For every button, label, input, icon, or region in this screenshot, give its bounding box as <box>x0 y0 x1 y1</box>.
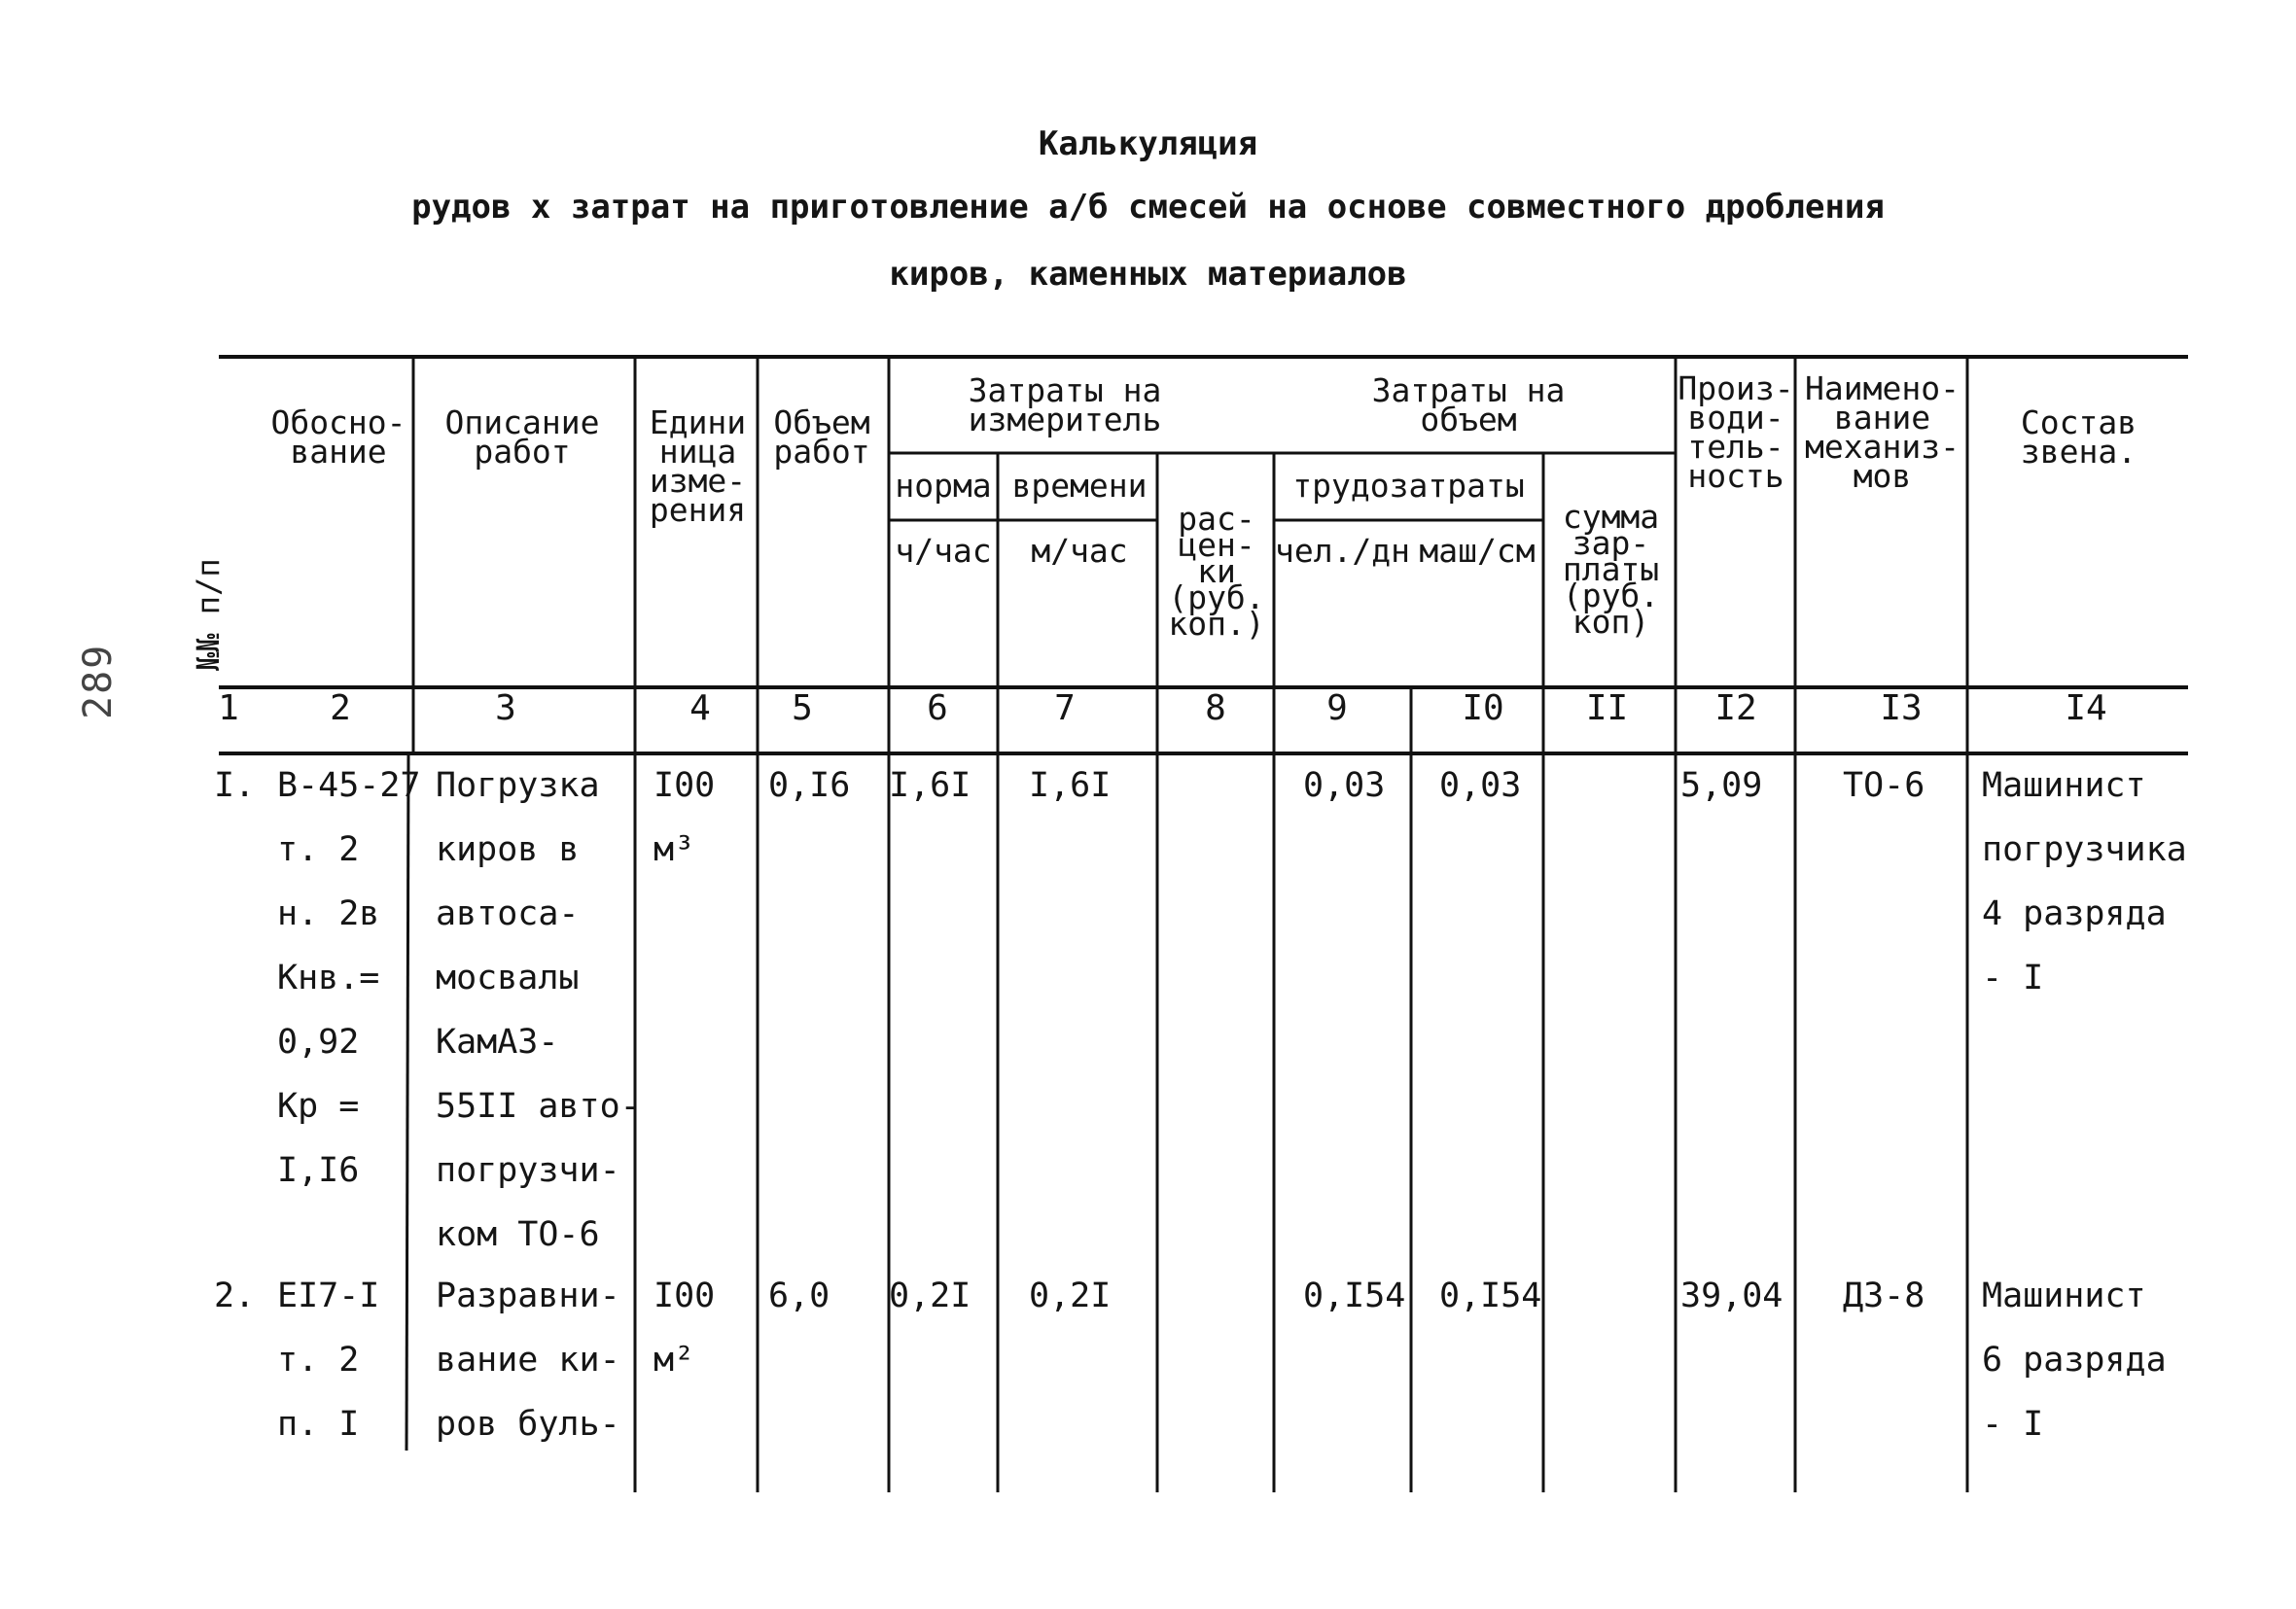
column-number: 9 <box>1326 688 1348 728</box>
header-labor: трудозатраты <box>1292 467 1525 505</box>
row-basis: ЕI7-I т. 2 п. I <box>277 1277 380 1444</box>
row-number: 2. <box>214 1277 256 1315</box>
header-productivity: Произ- води- тель- ность <box>1678 369 1794 495</box>
column-number: 2 <box>330 688 351 728</box>
row-productivity: 5,09 <box>1680 766 1763 805</box>
header-unit: Едини ница изме- рения <box>649 403 747 529</box>
header-rates: рас- цен- ки (руб. коп.) <box>1168 500 1265 643</box>
header-volume: Объем работ <box>773 403 870 471</box>
column-number: 5 <box>792 688 813 728</box>
header-person-hours: ч/час <box>895 532 992 570</box>
header-machine-shifts: маш/см <box>1419 532 1536 570</box>
document-subtitle: рудов х затрат на приготовление а/б смесей на основе совместного дробления <box>411 188 1885 227</box>
page-side-number: 289 <box>76 643 121 719</box>
column-number: I3 <box>1880 688 1923 728</box>
row-machine-hours: I,6I <box>1029 766 1112 805</box>
row-crew: Машинист 6 разряда - I <box>1982 1277 2167 1444</box>
row-person-hours: I,6I <box>889 766 971 805</box>
row-machine-shifts: 0,03 <box>1439 766 1522 805</box>
header-description: Описание работ <box>444 403 600 471</box>
header-machine-hours: м/час <box>1031 532 1128 570</box>
column-number: 3 <box>495 688 516 728</box>
column-number: I4 <box>2065 688 2107 728</box>
row-description: Разравни- вание ки- ров буль- <box>436 1277 620 1444</box>
column-number: I0 <box>1462 688 1504 728</box>
header-row-number: №№ п/п <box>190 558 227 671</box>
column-number: 1 <box>218 688 239 728</box>
row-mechanism: ДЗ-8 <box>1843 1277 1925 1315</box>
header-time: времени <box>1011 467 1148 505</box>
header-person-days: чел./дн <box>1274 532 1411 570</box>
header-costs-per-volume: Затраты на объем <box>1371 371 1566 438</box>
header-norm: норма <box>895 467 992 505</box>
column-number: II <box>1585 688 1629 728</box>
row-basis: В-45-27 т. 2 н. 2в Кнв.= 0,92 Кр = I,I6 <box>277 766 421 1190</box>
row-description: Погрузка киров в автоса- мосвалы КамАЗ- 55II авто- погрузчи- ком ТО-6 <box>436 766 641 1254</box>
header-mechanisms: Наимено- вание механиз- мов <box>1805 369 1960 495</box>
row-volume: 6,0 <box>768 1277 830 1315</box>
column-number: 7 <box>1054 688 1076 728</box>
row-productivity: 39,04 <box>1680 1277 1784 1315</box>
column-number: I2 <box>1714 688 1757 728</box>
row-machine-hours: 0,2I <box>1029 1277 1112 1315</box>
row-machine-shifts: 0,I54 <box>1439 1277 1542 1315</box>
row-person-days: 0,I54 <box>1303 1277 1406 1315</box>
column-number: 4 <box>689 688 711 728</box>
column-number: 6 <box>927 688 948 728</box>
row-volume: 0,I6 <box>768 766 851 805</box>
row-person-hours: 0,2I <box>889 1277 971 1315</box>
row-mechanism: ТО-6 <box>1843 766 1925 805</box>
row-person-days: 0,03 <box>1303 766 1386 805</box>
header-costs-per-unit: Затраты на измеритель <box>968 371 1162 438</box>
document-subtitle-continued: киров, каменных материалов <box>889 255 1407 294</box>
row-unit: I00 м³ <box>653 766 716 869</box>
header-crew: Состав звена. <box>2020 403 2137 471</box>
row-crew: Машинист погрузчика 4 разряда - I <box>1982 766 2187 997</box>
header-basis: Обосно- вание <box>270 403 406 471</box>
document-title: Калькуляция <box>1038 124 1258 163</box>
column-number: 8 <box>1205 688 1226 728</box>
row-number: I. <box>214 766 256 805</box>
header-wage-sum: сумма зар- платы (руб. коп) <box>1562 498 1660 641</box>
row-unit: I00 м² <box>653 1277 716 1380</box>
